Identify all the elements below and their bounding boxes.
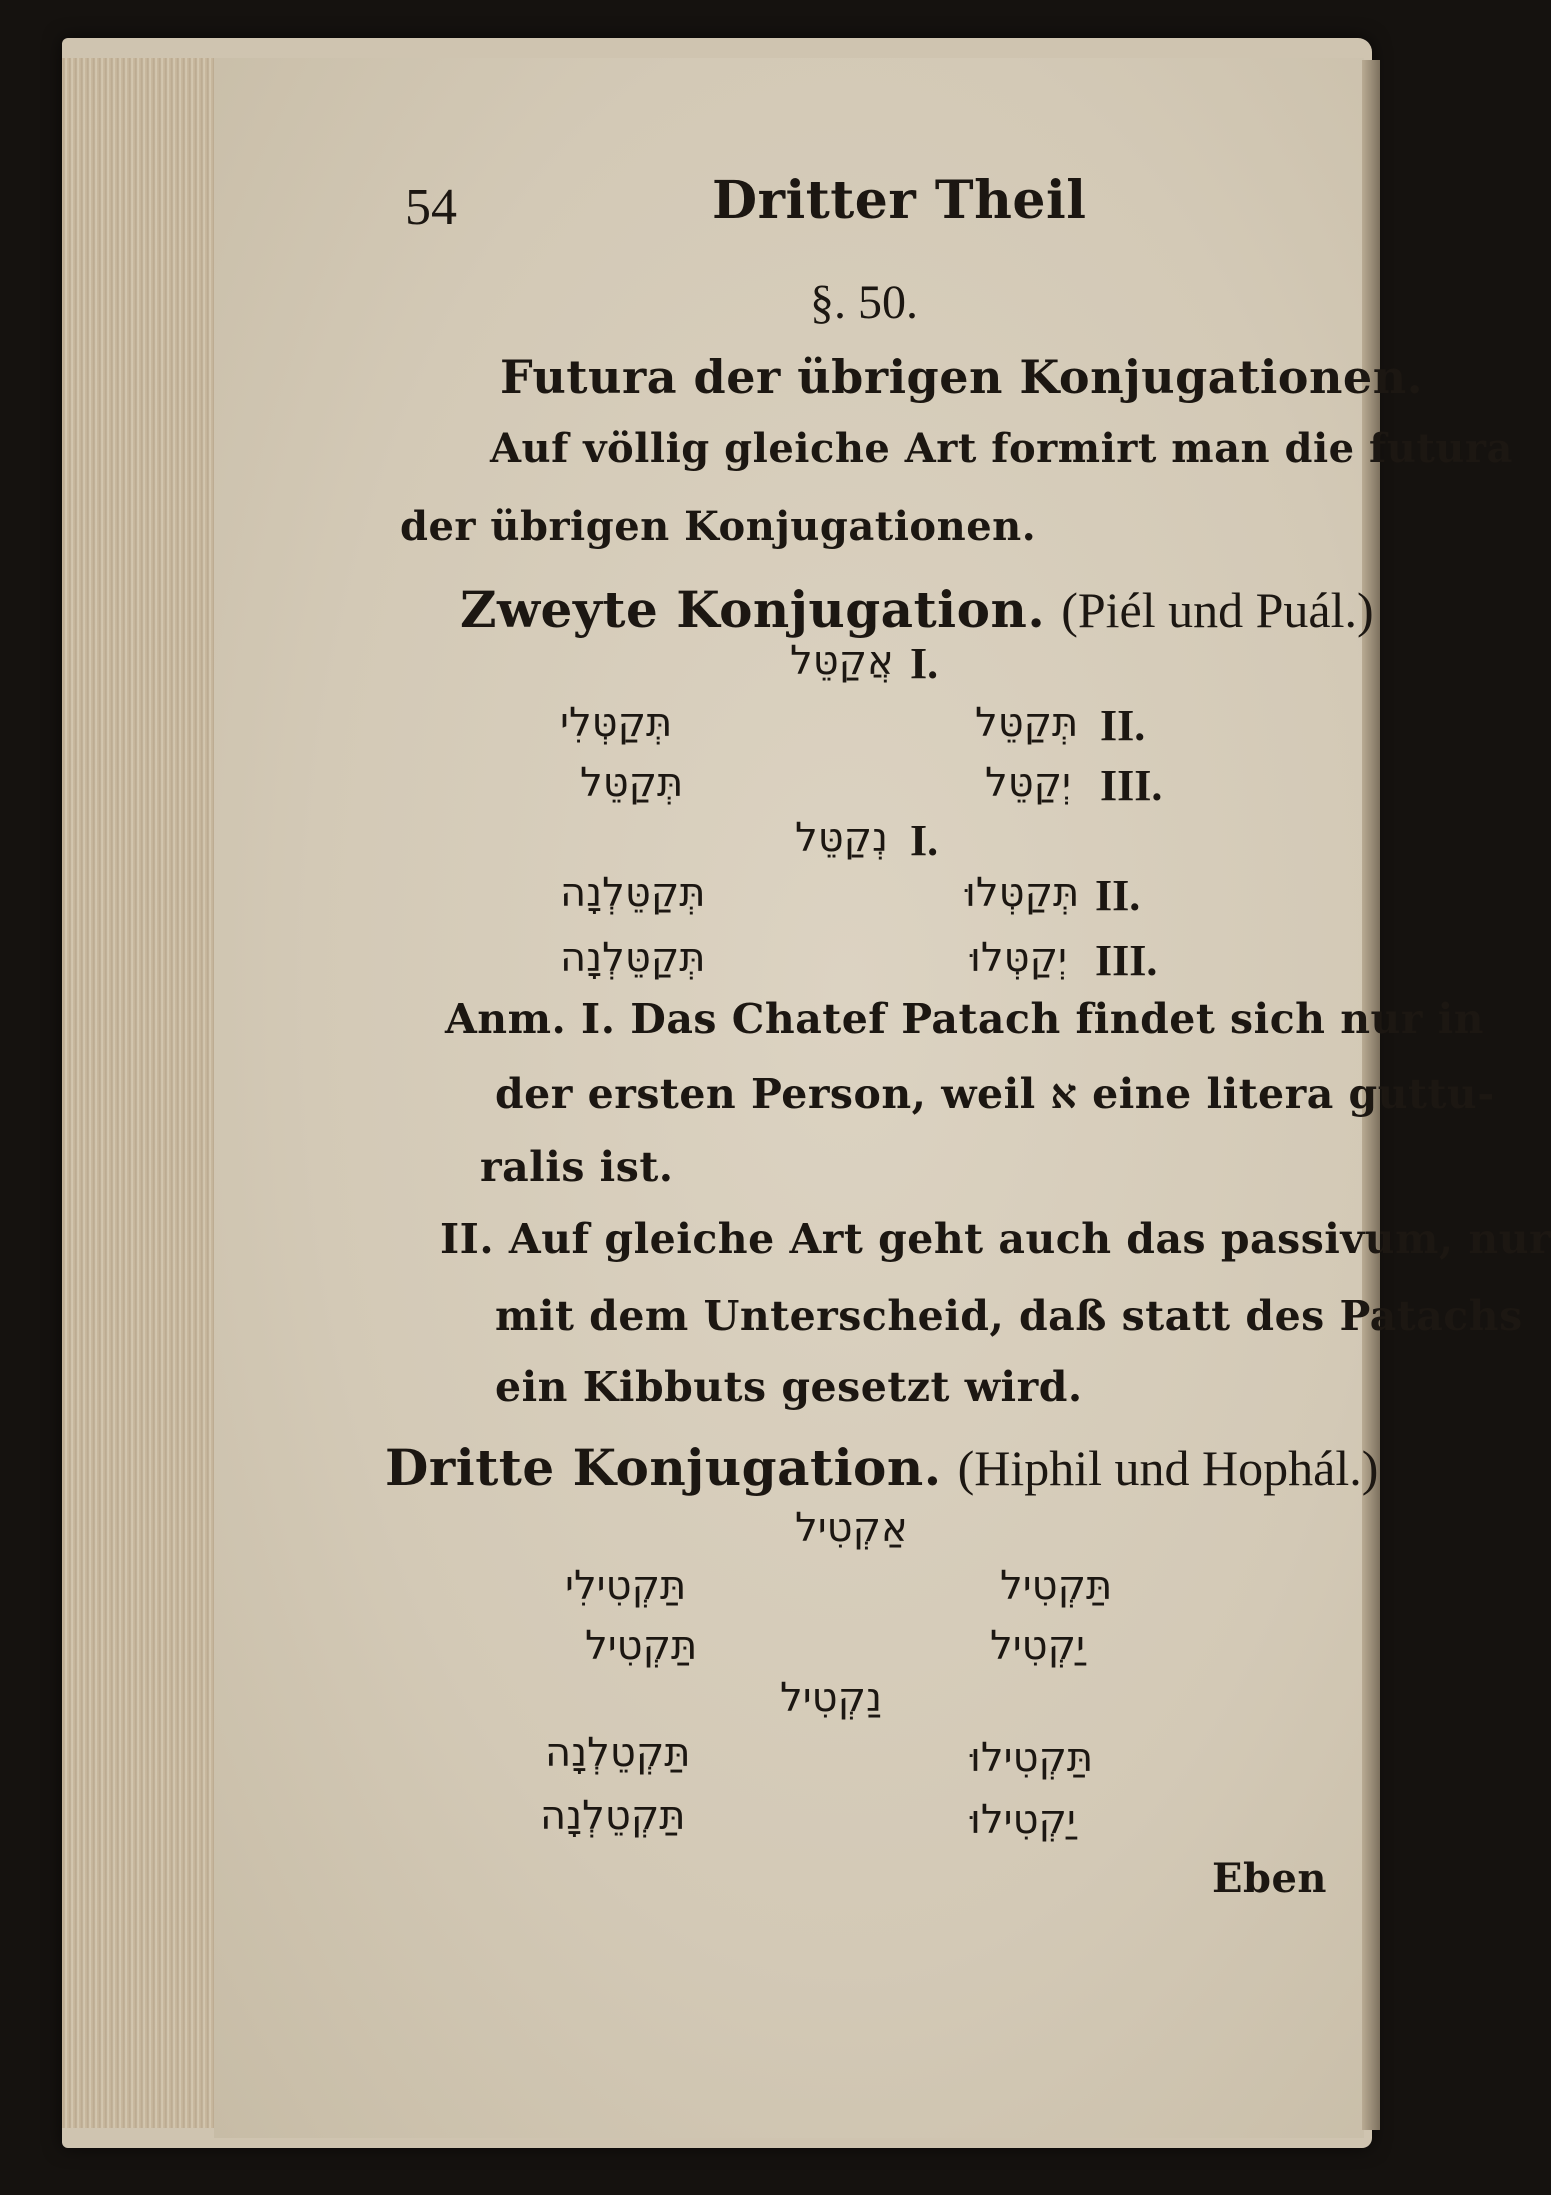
- hebrew-form: תַּקְטִיל: [585, 1623, 698, 1669]
- hebrew-form: תַּקְטֵלְנָה: [540, 1793, 686, 1839]
- section-title: Futura der übrigen Konjugationen.: [500, 350, 1424, 404]
- hebrew-form: יְקַטְּלוּ: [970, 935, 1067, 981]
- person-number: II.: [1100, 701, 1146, 750]
- hebrew-form: תְּקַטֵּל: [580, 760, 684, 806]
- note-line: ralis ist.: [480, 1143, 674, 1191]
- note-line: Anm. I. Das Chatef Patach findet sich nur in: [445, 995, 1485, 1043]
- hebrew-form: תְּקַטְּלוּ: [965, 870, 1080, 916]
- intro-line: der übrigen Konjugationen.: [400, 503, 1037, 550]
- page-edges: [62, 58, 222, 2128]
- note-line: ein Kibbuts gesetzt wird.: [495, 1363, 1083, 1411]
- note-line: II. Auf gleiche Art geht auch das passivum, nur: [440, 1215, 1551, 1263]
- conjugation-heading-fraktur: Zweyte Konjugation.: [460, 580, 1046, 639]
- person-number: I.: [910, 816, 939, 865]
- person-number: I.: [910, 639, 939, 688]
- hebrew-form: תְּקַטֵּל: [975, 700, 1079, 746]
- person-number: II.: [1095, 871, 1141, 920]
- person-number: III.: [1095, 936, 1158, 985]
- page-number: 54: [405, 179, 457, 236]
- intro-line: Auf völlig gleiche Art formirt man die futura: [490, 425, 1513, 472]
- note-line: mit dem Unterscheid, daß statt des Patachs: [495, 1292, 1523, 1340]
- section-number: §. 50.: [810, 276, 918, 329]
- hebrew-form: יַקְטִיל: [990, 1623, 1085, 1669]
- conjugation-heading: [385, 1438, 1378, 1497]
- catchword: Eben: [1212, 1855, 1327, 1902]
- hebrew-form: נְקַטֵּל: [795, 815, 889, 861]
- running-head: Dritter Theil: [712, 170, 1087, 231]
- hebrew-form: תַּקְטִילוּ: [970, 1735, 1094, 1781]
- hebrew-form: תַּקְטִיל: [1000, 1563, 1113, 1609]
- conjugation-heading-fraktur: Dritte Konjugation.: [385, 1438, 942, 1497]
- hebrew-form: אֲקַטֵּל: [790, 638, 894, 684]
- hebrew-form: יְקַטֵּל: [985, 760, 1071, 806]
- hebrew-form: נַקְטִיל: [780, 1675, 883, 1721]
- hebrew-form: תַּקְטֵלְנָה: [545, 1730, 691, 1776]
- conjugation-heading: [460, 580, 1374, 639]
- hebrew-form: תַּקְטִילִי: [565, 1563, 687, 1609]
- note-line: der ersten Person, weil א eine litera guttu-: [495, 1070, 1495, 1118]
- hebrew-form: אַקְטִיל: [795, 1505, 908, 1551]
- hebrew-form: תְּקַטְּלִי: [560, 700, 673, 746]
- person-number: III.: [1100, 761, 1163, 810]
- hebrew-form: תְּקַטֵּלְנָה: [560, 870, 706, 916]
- hebrew-form: יַקְטִילוּ: [970, 1797, 1076, 1843]
- conjugation-heading-roman: (Piél und Puál.): [1061, 582, 1374, 638]
- hebrew-form: תְּקַטֵּלְנָה: [560, 935, 706, 981]
- conjugation-heading-roman: (Hiphil und Hophál.): [957, 1440, 1379, 1496]
